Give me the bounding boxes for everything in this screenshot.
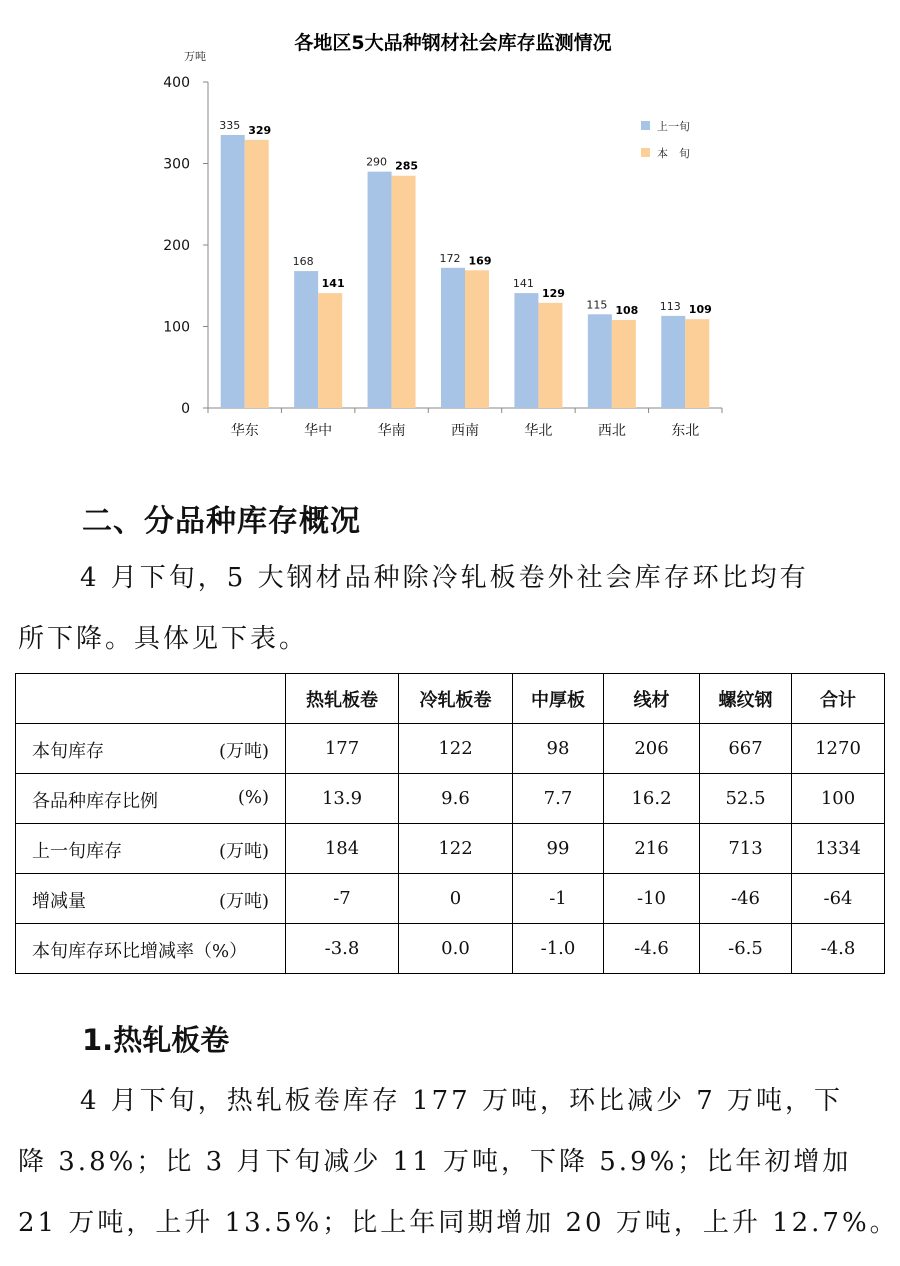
table-cell: 7.7 [513, 774, 604, 824]
table-cell: 9.6 [399, 774, 513, 824]
table-cell: 99 [513, 824, 604, 874]
y-tick-label: 0 [181, 401, 190, 417]
table-cell: -4.6 [604, 924, 700, 974]
row-label: 上一旬库存 [32, 841, 122, 862]
table-cell: 667 [700, 724, 792, 774]
table-cell: -10 [604, 874, 700, 924]
row-label: 本旬库存 [32, 741, 104, 762]
table-cell: 177 [286, 724, 399, 774]
data-label-current: 141 [321, 277, 345, 291]
subsection-heading: 1.热轧板卷 [82, 1023, 230, 1057]
column-header: 冷轧板卷 [399, 674, 513, 724]
y-tick-label: 100 [163, 319, 190, 336]
data-label-current: 285 [395, 159, 419, 173]
table-cell: 52.5 [700, 774, 792, 824]
bar-previous [661, 316, 685, 408]
column-header: 线材 [604, 674, 700, 724]
row-header-cell [16, 824, 286, 874]
paragraph-line: 降 3.8%；比 3 月下旬减少 11 万吨，下降 5.9%；比年初增加 [18, 1147, 852, 1177]
regional-inventory-chart [0, 0, 900, 460]
data-label-previous: 115 [586, 298, 608, 312]
row-unit: (万吨) [218, 891, 269, 912]
table-cell: 98 [513, 724, 604, 774]
bar-previous [514, 293, 538, 408]
data-label-previous: 290 [366, 155, 388, 169]
table-row [16, 874, 885, 924]
table-cell: 1270 [792, 724, 885, 774]
row-label: 本旬库存环比增减率（%） [32, 941, 248, 962]
table-cell: 184 [286, 824, 399, 874]
column-header: 合计 [792, 674, 885, 724]
y-tick-label: 200 [163, 238, 190, 254]
x-category-label: 东北 [671, 423, 700, 439]
column-header: 热轧板卷 [286, 674, 399, 724]
table-cell: -64 [792, 874, 885, 924]
data-label-current: 108 [615, 303, 639, 317]
row-unit: (万吨) [218, 741, 269, 762]
table-cell: 16.2 [604, 774, 700, 824]
x-category-label: 华北 [524, 423, 553, 439]
row-header-cell [16, 774, 286, 824]
row-label: 各品种库存比例 [32, 791, 158, 812]
intro-paragraph [18, 548, 878, 670]
bar-previous [368, 172, 392, 408]
paragraph-line: 所下降。具体见下表。 [18, 624, 309, 654]
bar-previous [221, 135, 245, 408]
table-cell: -1 [513, 874, 604, 924]
row-label: 增减量 [32, 891, 86, 912]
bar-current [612, 320, 636, 408]
row-header-cell [16, 724, 286, 774]
table-row [16, 924, 885, 974]
hot-rolled-paragraph [18, 1071, 899, 1254]
bar-current [538, 303, 562, 408]
table-header-row [16, 674, 885, 724]
table-row [16, 824, 885, 874]
paragraph-line: 4 月下旬，热轧板卷库存 177 万吨，环比减少 7 万吨，下 [80, 1086, 844, 1116]
chart-title: 各地区5大品种钢材社会库存监测情况 [294, 32, 612, 54]
table-cell: -6.5 [700, 924, 792, 974]
chart-bars [219, 119, 712, 408]
x-category-label: 西南 [451, 423, 479, 439]
bar-current [465, 270, 489, 408]
table-cell: -7 [286, 874, 399, 924]
row-unit: (万吨) [218, 841, 269, 862]
table-cell: -1.0 [513, 924, 604, 974]
table-cell: 206 [604, 724, 700, 774]
bar-current [685, 319, 709, 408]
paragraph-line: 4 月下旬，5 大钢材品种除冷轧板卷外社会库存环比均有 [80, 563, 809, 593]
inventory-table [15, 673, 885, 974]
data-label-current: 329 [248, 123, 272, 137]
row-unit: (%) [237, 787, 269, 808]
table-cell: -4.8 [792, 924, 885, 974]
y-tick-label: 300 [163, 156, 190, 173]
table-cell: 13.9 [286, 774, 399, 824]
data-label-previous: 172 [439, 251, 461, 265]
bar-previous [588, 314, 612, 408]
legend-swatch [641, 121, 650, 130]
data-label-previous: 168 [292, 255, 314, 269]
row-header-cell [16, 874, 286, 924]
table-cell: 713 [700, 824, 792, 874]
legend-swatch [641, 148, 650, 157]
row-header-cell [16, 924, 286, 974]
paragraph-line: 21 万吨，上升 13.5%；比上年同期增加 20 万吨，上升 12.7%。 [18, 1208, 899, 1238]
y-unit-label: 万吨 [184, 50, 206, 63]
table-cell: -3.8 [286, 924, 399, 974]
column-header: 中厚板 [513, 674, 604, 724]
y-tick-label: 400 [163, 75, 190, 91]
section-heading: 二、分品种库存概况 [82, 504, 361, 539]
table-corner-cell [16, 674, 286, 724]
table-cell: 0.0 [399, 924, 513, 974]
bar-previous [441, 268, 465, 408]
x-category-label: 西北 [597, 423, 626, 439]
column-header: 螺纹钢 [700, 674, 792, 724]
data-label-previous: 141 [512, 277, 534, 291]
data-label-current: 109 [688, 303, 712, 317]
table-cell: -46 [700, 874, 792, 924]
table-cell: 0 [399, 874, 513, 924]
table-cell: 122 [399, 824, 513, 874]
data-label-current: 169 [468, 254, 492, 268]
chart-legend [641, 119, 690, 160]
table-body [16, 724, 885, 974]
x-category-label: 华中 [304, 423, 333, 439]
x-category-label: 华南 [377, 423, 406, 439]
data-label-previous: 335 [219, 118, 241, 132]
table-cell: 100 [792, 774, 885, 824]
table-cell: 216 [604, 824, 700, 874]
bar-previous [294, 271, 318, 408]
bar-current [318, 293, 342, 408]
x-category-label: 华东 [230, 423, 259, 439]
legend-label: 上一旬 [657, 120, 690, 133]
table-cell: 1334 [792, 824, 885, 874]
legend-label: 本 旬 [657, 147, 690, 160]
table-row [16, 724, 885, 774]
data-label-previous: 113 [659, 299, 681, 313]
bar-current [245, 140, 269, 408]
table-cell: 122 [399, 724, 513, 774]
data-label-current: 129 [541, 286, 565, 300]
table-row [16, 774, 885, 824]
bar-current [392, 176, 416, 408]
